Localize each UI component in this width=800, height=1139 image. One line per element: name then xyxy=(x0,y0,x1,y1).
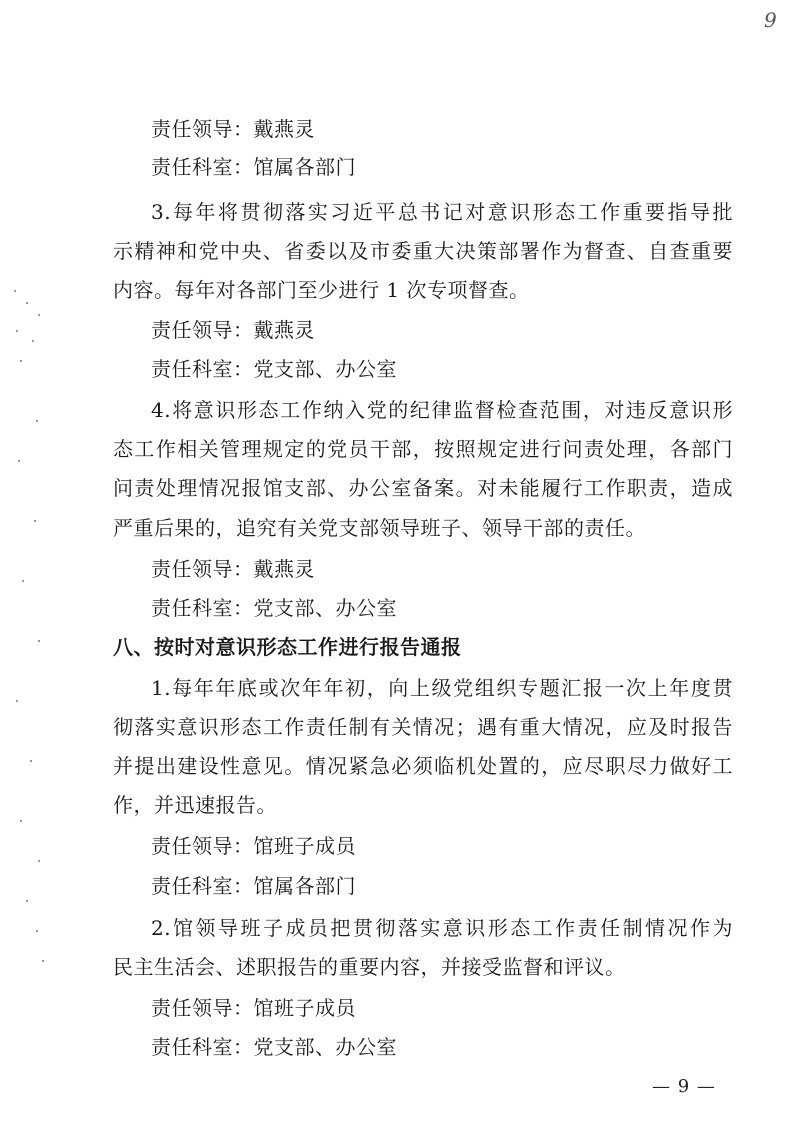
binding-hole-marks xyxy=(8,280,48,980)
responsible-leader-line: 责任领导：戴燕灵 xyxy=(151,318,315,342)
paragraph-line: 示精神和党中央、省委以及市委重大决策部署作为督查、自查重要 xyxy=(113,239,733,263)
paragraph-line: 问责处理情况报馆支部、办公室备案。对未能履行工作职责，造成 xyxy=(113,476,733,500)
responsible-leader-line: 责任领导：馆班子成员 xyxy=(151,834,356,858)
paragraph-line: 彻落实意识形态工作责任制有关情况；遇有重大情况，应及时报告 xyxy=(113,715,733,739)
responsible-leader-line: 责任领导：戴燕灵 xyxy=(151,117,315,141)
responsible-dept-line: 责任科室：馆属各部门 xyxy=(151,155,356,179)
paragraph-line: 1.每年年底或次年年初，向上级党组织专题汇报一次上年度贯 xyxy=(151,676,733,700)
paragraph-line: 作，并迅速报告。 xyxy=(113,793,277,817)
responsible-leader-line: 责任领导：戴燕灵 xyxy=(151,557,315,581)
responsible-leader-line: 责任领导：馆班子成员 xyxy=(151,996,356,1020)
page-number: — 9 — xyxy=(652,1076,716,1097)
paragraph-line: 态工作相关管理规定的党员干部，按照规定进行问责处理，各部门 xyxy=(113,437,733,461)
section-heading: 八、按时对意识形态工作进行报告通报 xyxy=(113,635,462,659)
responsible-dept-line: 责任科室：党支部、办公室 xyxy=(151,357,397,381)
handwritten-page-number: 9 xyxy=(764,8,777,32)
paragraph-line: 民主生活会、述职报告的重要内容，并接受监督和评议。 xyxy=(113,955,626,979)
paragraph-line: 严重后果的，追究有关党支部领导班子、领导干部的责任。 xyxy=(113,516,646,540)
responsible-dept-line: 责任科室：党支部、办公室 xyxy=(151,1035,397,1059)
paragraph-line: 并提出建设性意见。情况紧急必须临机处置的，应尽职尽力做好工 xyxy=(113,754,733,778)
paragraph-line: 3.每年将贯彻落实习近平总书记对意识形态工作重要指导批 xyxy=(151,200,733,224)
responsible-dept-line: 责任科室：党支部、办公室 xyxy=(151,596,397,620)
paragraph-line: 内容。每年对各部门至少进行 1 次专项督查。 xyxy=(113,278,530,302)
responsible-dept-line: 责任科室：馆属各部门 xyxy=(151,874,356,898)
paragraph-line: 4.将意识形态工作纳入党的纪律监督检查范围，对违反意识形 xyxy=(151,398,733,422)
paragraph-line: 2.馆领导班子成员把贯彻落实意识形态工作责任制情况作为 xyxy=(151,916,733,940)
